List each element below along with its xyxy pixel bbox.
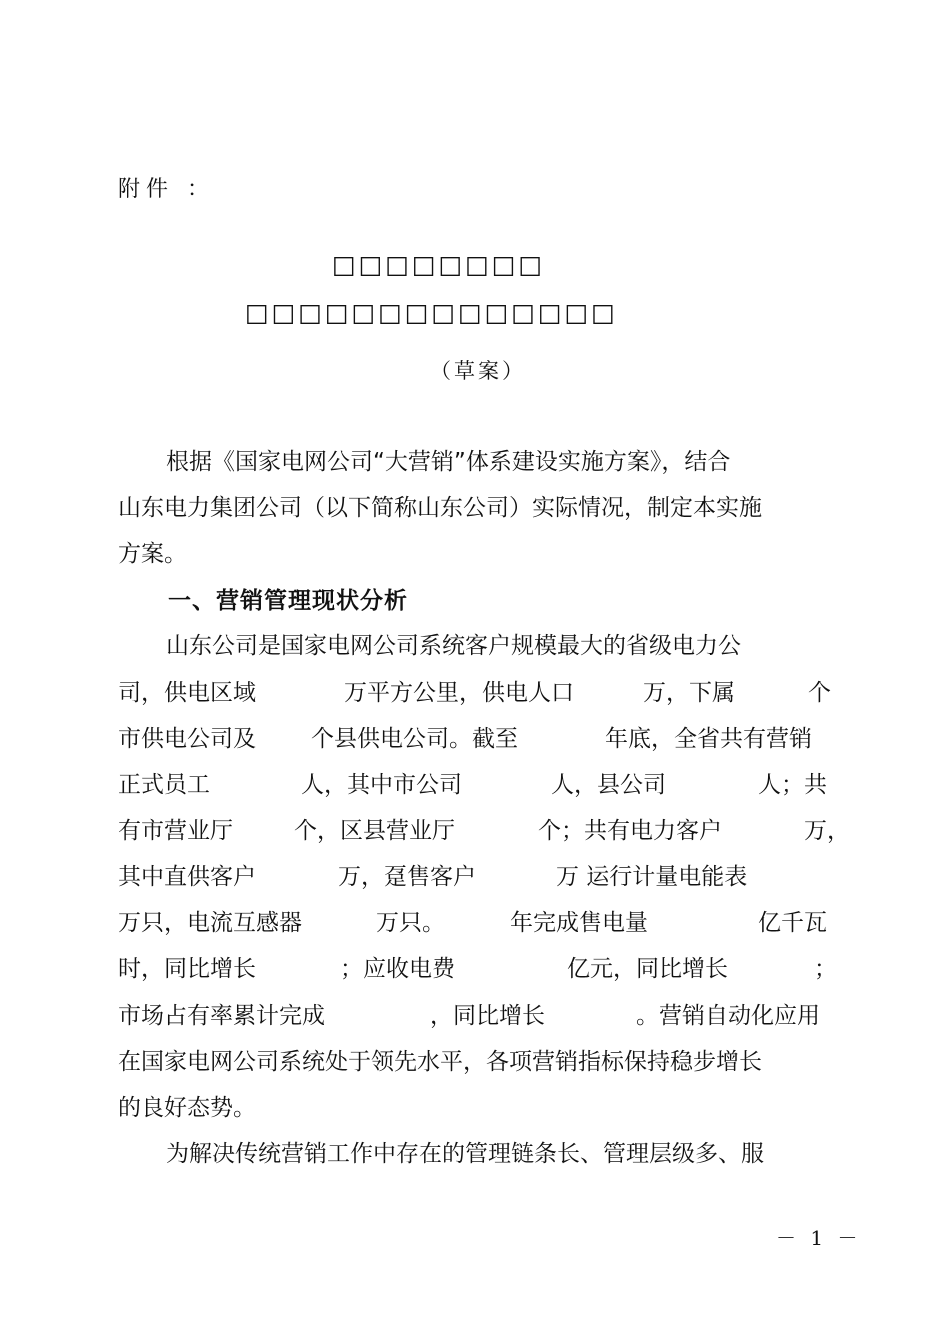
title-line-2: □□□□□□□□□□□□□□ [245, 298, 618, 327]
title-line-1: □□□□□□□□ [332, 250, 545, 279]
body-line-9: 市场占有率累计完成 ，同比增长 。营销自动化应用 [118, 1003, 820, 1029]
intro-line-1: 根据《国家电网公司“大营销”体系建设实施方案》，结合 [166, 449, 731, 475]
intro-line-3: 方案。 [118, 541, 187, 567]
body-line-12: 为解决传统营销工作中存在的管理链条长、管理层级多、服 [166, 1141, 764, 1167]
attachment-label: 附件 ： [118, 177, 215, 202]
body-line-11: 的良好态势。 [118, 1095, 256, 1121]
body-line-1: 山东公司是国家电网公司系统客户规模最大的省级电力公 [166, 633, 741, 659]
body-line-2: 司，供电区域 万平方公里，供电人口 万，下属 个 [118, 680, 831, 706]
draft-label: （草案） [430, 359, 526, 383]
body-line-4: 正式员工 人，其中市公司 人，县公司 人；共 [118, 772, 827, 798]
body-line-5: 有市营业厅 个，区县营业厅 个；共有电力客户 万， [118, 818, 850, 844]
body-line-8: 时，同比增长 ；应收电费 亿元，同比增长 ； [118, 956, 837, 982]
section-heading: 一、营销管理现状分析 [168, 588, 408, 614]
body-line-6: 其中直供客户 万，趸售客户 万 运行计量电能表 [118, 864, 748, 890]
body-line-10: 在国家电网公司系统处于领先水平，各项营销指标保持稳步增长 [118, 1049, 762, 1075]
page-number: － 1 － [776, 1226, 862, 1250]
body-line-7: 万只，电流互感器 万只。 年完成售电量 亿千瓦 [118, 910, 827, 936]
body-line-3: 市供电公司及 个县供电公司。截至 年底，全省共有营销 [118, 726, 812, 752]
intro-line-2: 山东电力集团公司（以下简称山东公司）实际情况，制定本实施 [118, 495, 762, 521]
